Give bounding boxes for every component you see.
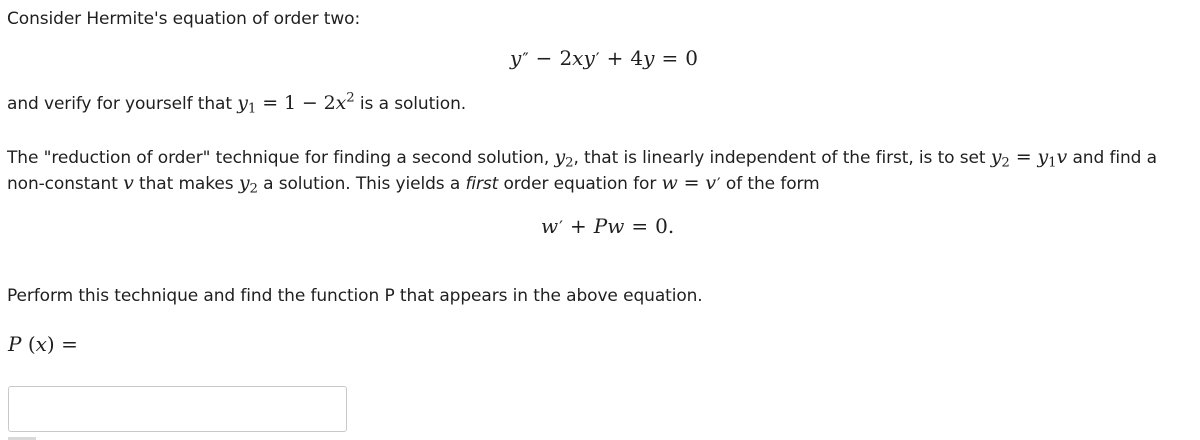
reduction-text-2e: of the form	[720, 174, 820, 194]
eq-y3: y	[643, 46, 655, 70]
reduction-w-eq-sign: =	[677, 172, 706, 194]
eq-y2: y	[583, 46, 595, 70]
eq-coef-4: 4	[630, 46, 644, 70]
eq-minus: −	[535, 46, 553, 70]
reduction-text-1a: The "reduction of order" technique for finding a second solution,	[7, 148, 555, 168]
reduction-w: w	[661, 172, 678, 194]
reduction-set-y: y	[990, 146, 1002, 168]
reduction-y2-sub: 2	[565, 155, 574, 171]
form-prime: ′	[559, 218, 563, 238]
hermite-equation	[510, 46, 698, 70]
eq-equals: =	[661, 46, 679, 70]
form-zero: 0.	[655, 214, 675, 238]
eq-coef-2: 2	[559, 46, 573, 70]
answer-lparen: (	[21, 332, 36, 356]
reduction-w-eq	[662, 172, 721, 194]
eq-x: x	[572, 46, 584, 70]
eq-double-prime: ″	[522, 50, 529, 70]
reduction-first-italic: first	[465, 174, 499, 194]
verify-eq: = 1 − 2	[256, 92, 336, 114]
verify-prefix: and verify for yourself that	[7, 94, 238, 114]
reduction-text-1c: and find a	[1067, 148, 1157, 168]
reduction-set-y1: y	[1037, 146, 1049, 168]
form-equals: =	[631, 214, 649, 238]
answer-x: x	[35, 332, 47, 356]
verify-text	[7, 90, 467, 117]
reduction-set-v: v	[1056, 146, 1068, 168]
reduction-v: v	[123, 172, 134, 194]
reduction-y2b-sub: 2	[249, 181, 258, 197]
form-plus: +	[570, 214, 587, 238]
verify-sub: 1	[247, 101, 257, 117]
eq-zero: 0	[685, 46, 698, 70]
answer-rparen: )	[46, 332, 55, 356]
reduction-line-1	[7, 146, 1157, 171]
reduction-set-eq-sign: =	[1009, 146, 1038, 168]
reduction-y2	[554, 146, 574, 171]
reduction-text-2d: order equation for	[498, 174, 662, 194]
answer-P: P	[8, 332, 22, 356]
answer-input-box[interactable]	[8, 386, 347, 432]
verify-math	[237, 90, 355, 117]
verify-y: y	[237, 92, 248, 114]
form-w2: w	[607, 214, 625, 238]
reduction-vprime: v	[705, 172, 717, 194]
reduction-text-2a: non-constant	[7, 174, 124, 194]
reduction-text-1b: , that is linearly independent of the first, is to set	[573, 148, 991, 168]
eq-plus: +	[606, 46, 624, 70]
reduction-text-2c: a solution. This yields a	[257, 174, 466, 194]
task-text: Perform this technique and find the function P that appears in the above equation.	[7, 286, 703, 306]
eq-y: y	[510, 46, 522, 70]
verify-suffix: is a solution.	[354, 94, 467, 114]
form-equation	[541, 214, 674, 238]
reduction-line-2	[7, 172, 820, 197]
reduction-y2-var: y	[554, 146, 566, 168]
reduction-vprime-mark: ′	[717, 174, 721, 193]
form-P: P	[593, 214, 608, 238]
reduction-set-eq	[990, 146, 1068, 171]
verify-exp: 2	[346, 90, 355, 106]
answer-label	[8, 332, 78, 356]
eq-prime: ′	[595, 50, 600, 70]
reduction-set-y-sub: 2	[1001, 155, 1010, 171]
reduction-set-y1-sub: 1	[1048, 155, 1057, 171]
answer-eq: =	[54, 332, 78, 356]
reduction-text-2b: that makes	[133, 174, 239, 194]
reduction-y2b-var: y	[238, 172, 250, 194]
reduction-y2b	[238, 172, 258, 197]
form-w: w	[541, 214, 559, 238]
answer-input[interactable]	[9, 387, 346, 431]
verify-x: x	[335, 92, 347, 114]
intro-text: Consider Hermite's equation of order two:	[7, 9, 361, 29]
